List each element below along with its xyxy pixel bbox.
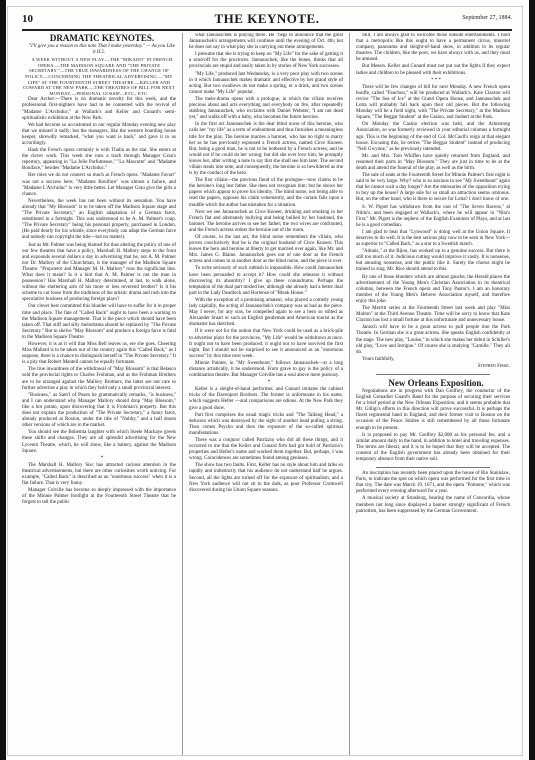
paragraph: The melo-drama opens with a prologue, in which the villain receives precious about and acts everything and everybody on fire, after repeatedly stabbing Jannauschek, who exclaims with Daniel Webster, "I am not dead yet," and walks off with a baby, who becomes the future heroine. <box>189 96 343 121</box>
column-2 <box>189 33 343 755</box>
paragraph: Mr. and Mrs. Tom Whiffen have quietly returned from England, and resumed their parts in "May Blossom." They are just in time to be at the death and attend the funeral of the play, as well as the birth. <box>356 153 510 171</box>
page-header <box>22 11 512 27</box>
paragraph: The true inwardness of the withdrawal of "May Blossom" is that Belasco sold the provincial rights to Charles Frohman, and as the Frohman Brothers are to be arranged against the Mallory Brothers, the latter are not care to further advertise a play in which they hold only a small provincial interest. <box>22 367 176 391</box>
section-star: * <box>267 380 271 386</box>
paragraph: Part first comprises the usual magic tricks and "The Talking Head," a delusion which was destroyed by the sight of another head pulling a string. Then comes Psycho and then the exposure of the so-called spiritual manifestations. <box>189 412 343 436</box>
paragraph: You should see the Bohemia laughter with which Steele Mackaye greets these shifts and changes. They are all splendid advertising for the New Lyceum Theatre, which, he will show, like a battery, against the Madison Square. <box>22 430 176 454</box>
closing: Yours faithfully, <box>362 356 395 362</box>
column-divider <box>349 33 350 755</box>
page-number: 10 <box>22 13 33 25</box>
section-divider <box>376 467 490 468</box>
epigraph: "I'll give you a reason to this note That I make yesterday." — As you Like it II.5. <box>28 44 176 56</box>
paragraph: "Business," as Sam'l of Posen he grammatically remarks, "is business," and I can understand why Manager Mallory should drop "May Blossom," like a hot potato, upon discovering that it is Frohman's property. But this does not explain the production of "The Private Secretary," a funny farce, already produced at Boston, under the title of "Nubby," and a half dozen other versions of which are in the market. <box>22 392 176 429</box>
paragraph: what Jannauschek is playing there. He "begs to announce that the great Jannauschek's arrangements will continue until the evening of Oct. 4th; but he does not say in what play she is carrying out these arrangements. <box>189 33 343 51</box>
paragraph: To write seriously of such rubbish is impossible. How could Jannauschek have been persuaded to accept it? How could she rehearse it without discovering its absurdity? I give up these conundrums. Perhaps the temptation of the dual part misled her, although she already had a better dual part in the Lady Deadlock and Hortense of "Bleak House." <box>189 266 343 296</box>
paragraph: There was a conjuror called Patrizzio who did all these things, and it occurred to me that the Keller and Cunard firm had got hold of Patrizzio's properties and Heller's name and worked them together. But, perhaps, I was wrong. Coincidences are sometimes found among geniuses. <box>189 438 343 462</box>
paragraph: Janisch will have to be a great actress to pull people into the Park Theatre. In German she is a great actress. She speaks English confidently at the stage. The new play, "Louise," in which she makes her debut in Schiller's old play, "Love and Intrigue." Of course she is studying "Camille." They all do. <box>356 325 510 355</box>
paragraph: S. W. Pigott has withdrawn from the cast of "The Seven Ravens," at Niblo's, and been engaged at Wallack's, where he will appear in "Nita's First." Mr. Pigott is the nephew of the English Examiner of Plays, and at last he is a good comedian. <box>356 204 510 228</box>
paragraph: Next we see Jannauschek as Circe Knoeer, drinking and smoking in her French flat and alternately bullying and being bullied by her husband, the baronet. The heroine arrives to see her father; the two wives are confronted, and the French actress orders the heroine out of the room. <box>189 209 343 233</box>
header-rule <box>22 29 512 31</box>
paragraph: Manager Colville has become so deeply impressed with the importance of the Minnie Palmer footlight at the Fourteenth Street Theatre that he forgets to tell the public <box>22 488 176 506</box>
paragraph: Her roles we do not connect so much as French opera. "Madame Favart" was not a success here; "Madame Boniface" was almost a failure, and "Madame L'Archiduc" is very little better. Let Manager Grau give the girls a chance. <box>22 173 176 197</box>
column-1 <box>22 33 176 755</box>
paragraph: Minnie Palmer, in "My Sweetheart," follows Jannauschek—at a long distance artistically, it be understood. From grave to gay is the policy of a combination theatre. But Manager Colville has a soul above mere jealousy. <box>189 360 343 379</box>
paragraph: The show has two faults. First, Keller has no style about him and talks so rapidly and indistinctly that his audience do not understand half he argues. Second, all the lights are turned off for the exposure of spiritualism, and a New York audience will not sit in the dark, as poor Professor Cromwell discovered during his Union Square seasons. <box>189 463 343 493</box>
paragraph: Dear Archer:—There is no dramatic novelty for this week, and the professional first-nighters have had to be contented with the revival of "Madame L'Archiduc," at Wallack's and Keller and Cunard's semi-spiritualistic exhibition at the New Park. <box>22 97 176 121</box>
paragraph: Of course, in the last act, the blind nurse remembers the villain, who proves conclusively that he is the original husband of Circe Knoeer. This leaves the hero and heroine at liberty to get married over again, like Mr. and Mrs. James G. Blaine. Jannauschek goes out of one door as the French actress and comes in at another door as the blind nurse, and the piece is over. <box>189 235 343 265</box>
issue-date: September 27, 1884. <box>462 15 512 21</box>
paragraph: The Marshall H. Mallory Sisc has attracted curious attention in the theatrical advertisements, but there are other curiosities worth noticing. For example, "Called Back" is described as an "enormous success" when it is a flat failure. That is very funny. <box>22 462 176 487</box>
paragraph: An inscription has recently been placed upon the house of Rio Stanislaw, Paris, to indicate the spot on which opera was performed for the first time in that city. The date was March 19, 1671, and the opera "Pomone," which was performed every evening afterward for a year. <box>356 471 510 495</box>
section-divider <box>376 374 490 375</box>
paragraph: I am glad to hear that "Lynwood" is doing well at the Union Square. It deserves to do well. It is the best serious play now to be seen in New York—as superior to "Called Back," as a star to a Swedish match. <box>356 229 510 248</box>
paragraph: The sale of seats at the Fourteenth Street for Minnie Palmer's first night is said to be very large. Why? who is so anxious to see "My Sweetheart" again that he cannot wait a day longer? Are the emissaries of the opposition trying to buy up the house? A large sale for so small an attraction seems ominous. But, on the other hand, who is there to secure for Lotta? I don't know of one. <box>356 173 510 203</box>
column-divider <box>182 33 183 755</box>
newspaper-page <box>7 6 523 756</box>
paragraph: There will be few changes of bill for next Monday. A new French opera bouffe, called "Fanchon," will be produced at Wallack's. Kate Claxton will revive "The Sea of Ice" at the Grand Opera House, and Jannauschek and Lotta will probably fall back upon their old pieces. But the following Monday will be a field night, with "The Private Secretary," at the Madison Square, "The Beggar Student" at the Casino, and Jaubert at the Park. <box>356 84 510 121</box>
paragraph: Still, I am always glad to welcome those outside entertainments. I hold that a metropolis like this ought to have a permanent circus, minstrel company, panorama and sleight-of-hand show, in addition to its regular theatres. The children, like the poor, we have always with us, and they must be amused. <box>356 33 510 63</box>
section-star: * <box>100 455 104 461</box>
paragraph: If it were not for the notion that New York could be used as a brick-pile to advertise plays for the provinces, "My Life" would be withdrawn at once. It ought not to have been produced; it ought not to have survived the first night. But I should not be surprised to see it announced as an "enormous success" by this time next week. <box>189 329 343 359</box>
paragraph: In the first act Jannauschek is the dear blind nurse of this heroine, who calls her "my life" as a term of endearment and thus furnishes a meaningless title for the play. The heroine marries a baronet, who has no right to marry her as he has previously espoused a French actress, named Circe Knoeer. But, being a good man, he is not to be bothered by a French actress, and he would not if he could do her wrong; but did she ever love him, he promptly leaves her, after writing a note to say that she shall see him later. The second villain steals into note, and consequently, the heroine is so bewildered as she is by the conduct of the hero. <box>189 122 343 177</box>
right-binding-edge <box>529 0 535 760</box>
paragraph: It is proposed to pay Mr. Godfrey $2,000 as his personal fee, and a similar amount daily to the band, in addition to hotel and traveling expenses. The terms are liberal, and it is to be hoped that they will be accepted. The consent of the English government has already been obtained for their temporary absence from their native soil. <box>356 432 510 462</box>
paragraph: Hash the French opera certainly is with Thalia as the star. She enters at the clever work. This week she runs a track through Manager Grau's repertory, appearing in "La Jolie Parfumeuse," "La Mascotte" and "Madame Boniface," besides "Madame L'Archiduc." <box>22 148 176 172</box>
paragraph: However, it is as it will that Miss Bell leaves us, ere she goes. Cheering Miss Mallard is to be taken out of the country again this "Called Back," as I suppose, there is a chance to distinguish herself in "The Private Secretary." It is a pity that Robert Mantell cannot be equally fortunate. <box>22 342 176 366</box>
paragraph: Negotiations are in progress with Dan Godfrey, the conductor of the English Grenadier Guard's Band for the purpose of securing their services for a brief period at the New Orleans Exposition, and it seems probable that Mr. Gilligi's efforts in this direction will prove successful. It is perhaps the finest regimental band in England, and their former visit to Boston on the occasion of the Peace Jubilee is still remembered by all those fortunate enough to be present. <box>356 388 510 431</box>
paragraph: I presume that she is trying to keep on "My Life" for the sake of getting it a send-off for the provinces. Jannauschek, like the bones, thinks that all provincials are stupid and easily taken in by stories of New York successes. <box>189 52 343 70</box>
section-star: * * * <box>431 77 441 83</box>
section-headline: New Orleans Exposition. <box>388 377 484 388</box>
paragraph: By one of those blunders which are almost gauche, the Herald places the advertisement of the Young Men's Christian Association in its theatrical columns, between the French opera and Tony Pastor's. I am an honorary member of the Young Men's Hebrew Association myself, and therefore enjoy this joke. <box>356 274 510 304</box>
paragraph: "My Life," produced last Wednesday, is a very poor play with two scenes in it which Jannauschek makes dramatic and effective by her grand style of acting. But two swallows do not make a spring, or a drink, and two scenes cannot make "My Life" popular. <box>189 71 343 95</box>
masthead: THE KEYNOTE. <box>214 11 320 26</box>
paragraph: Just as Mr. Palmer was being blamed for thus altering the policy of one of our few theatres that have a policy, Marshall H. Mallory steps to the front and expounds several dollars a day in advertising that he, not A. M. Palmer nor Dr. Mallory of the Churchman, is the manager of the Madison Square Theatre. "Proprietor and Manager M. H. Mallory" runs the significant line. What does it mean? Is it a hint that A. M. Palmer is not the man in possession? Has Marshall H. Mallory determined, at last, to walk alone, without the sheltering arm of his more or less reverend brother? Is it his scheme to cut loose from the traditions of the artistic drama and rush into the speculative business of producing foreign plays? <box>22 242 176 303</box>
article-headline: DRAMATIC KEYNOTES. <box>49 33 155 43</box>
paragraph: But Messrs. Keller and Cunard must not put out the lights if they expect ladies and children to be pleased with their exhibitions. <box>356 64 510 76</box>
paragraph: We had become so accustomed to our regular Monday evening new play that we missed it sadly; but the managers, like the western boarding house keeper, shrewdly remarked, "what you want is hash," and gave it to us accordingly. <box>22 122 176 146</box>
paragraph: Keller is a sleight-of-hand performer, and Cunard imitates the cabinet tricks of the Davenport Brothers. The former is unfortunate in his name, which suggests Heller —and comparisons are odious. At the New Park they give a good show. <box>189 387 343 411</box>
paragraph: "Adonis," at the Bijou, has worked up to a genuine success. But there is still too much of it. Judicious cutting would improve it vastly. It is nonsense, but amusing nonsense, and the public like it. Surely the chorus might be trained to sing. Mr. Rice should attend to this. <box>356 249 510 273</box>
paragraph: The Merritt series at the Fourteenth Street last week and play "Miss Multon" at the Third Avenue Theatre. Time will be sorry to know that Kate Claxton has lost a small fortune at this unfortunate and unnecessary house. <box>356 306 510 324</box>
column-3 <box>356 33 510 755</box>
paragraph: Nevertheless, the week has not been without its sensation. You have already that "My Blossom" is to be taken off the Madison Square stage and "The Private Secretary," an English adaptation of a German farce, substituted in a fortnight. This was understood to be A. M. Palmer's coup. "The Private Secretary" being his personal property, purchased in London. (He paid dearly for his whistle, since everybody can adapt the German farce and nobody can copyright the title—but no matter). <box>22 198 176 241</box>
signature: Stephen Fiske. <box>477 363 510 369</box>
paragraph: With the exception of a promising amateur, who played a comedy young lady capitally, the acting of Jannauschek's company was as bad as the piece. May I never, for any sins, be compelled again to see a hero so stilted as Alexander Stuart or such an English gentleman and American tourist as the dramatist has sketched. <box>189 297 343 328</box>
article-subhead: A WEEK WITHOUT A NEW PLAY.—THE "MIKADO" IN FRENCH OPERA.—THE MADISON SQUARE AND "THE PRIVATE SECRETARY."—THE TRUE INWARDNESS OF THE CHANGE OF POLICY.—CONCERNING THE THEATRICAL ADVERTISING.—"MY LIFE" AT THE FOURTEENTH STREET THEATRE.—KELLER AND COWARD AT THE NEW PARK.—THE THEATRES OF BILL FOR NEXT MONDAY.—PERSONAL GOSSIP—ETC., ETC. <box>23 57 175 96</box>
left-binding-edge <box>0 0 6 760</box>
paragraph: Our clever best committed this blunder will have to suffer for it in proper time and place. The fate of "Called Back" ought to have been a warning to the Madison Square management. That is the piece which should have been taken off. That stiff and silly melodrama should be replaced by "The Private Secretary." But to shelve "May Blossom" and produce a foreign farce is fatal to the Madison Square Theatre. <box>22 304 176 340</box>
paragraph: The first villain—the previous fiend of the prologue—now claims to be the heroine's long lost father. She does not recognize him; but he shows her papers which appear to prove his identity. The blind nurse, not being able to read the papers, opposes his claim vehemently, and the curtain falls upon a muddle which the author has mistaken for a situation. <box>189 178 343 208</box>
paragraph: On Monday the Casino election was held, and the Armstrong Association, so was formerly reviewed in your editorial columns a fortnight ago. This is the beginning of the end of Col. McCaull's reign at that elegant house. Excusing this, he retires "The Beggar Student" instead of producing "Nell Gwynne," as he previously intended. <box>356 122 510 152</box>
paragraph: A musical society at Strasburg, bearing the name of Concordia, whose members not long since displayed a banner strongly significant of French patriotism, has been suppressed by the German Government. <box>356 496 510 514</box>
